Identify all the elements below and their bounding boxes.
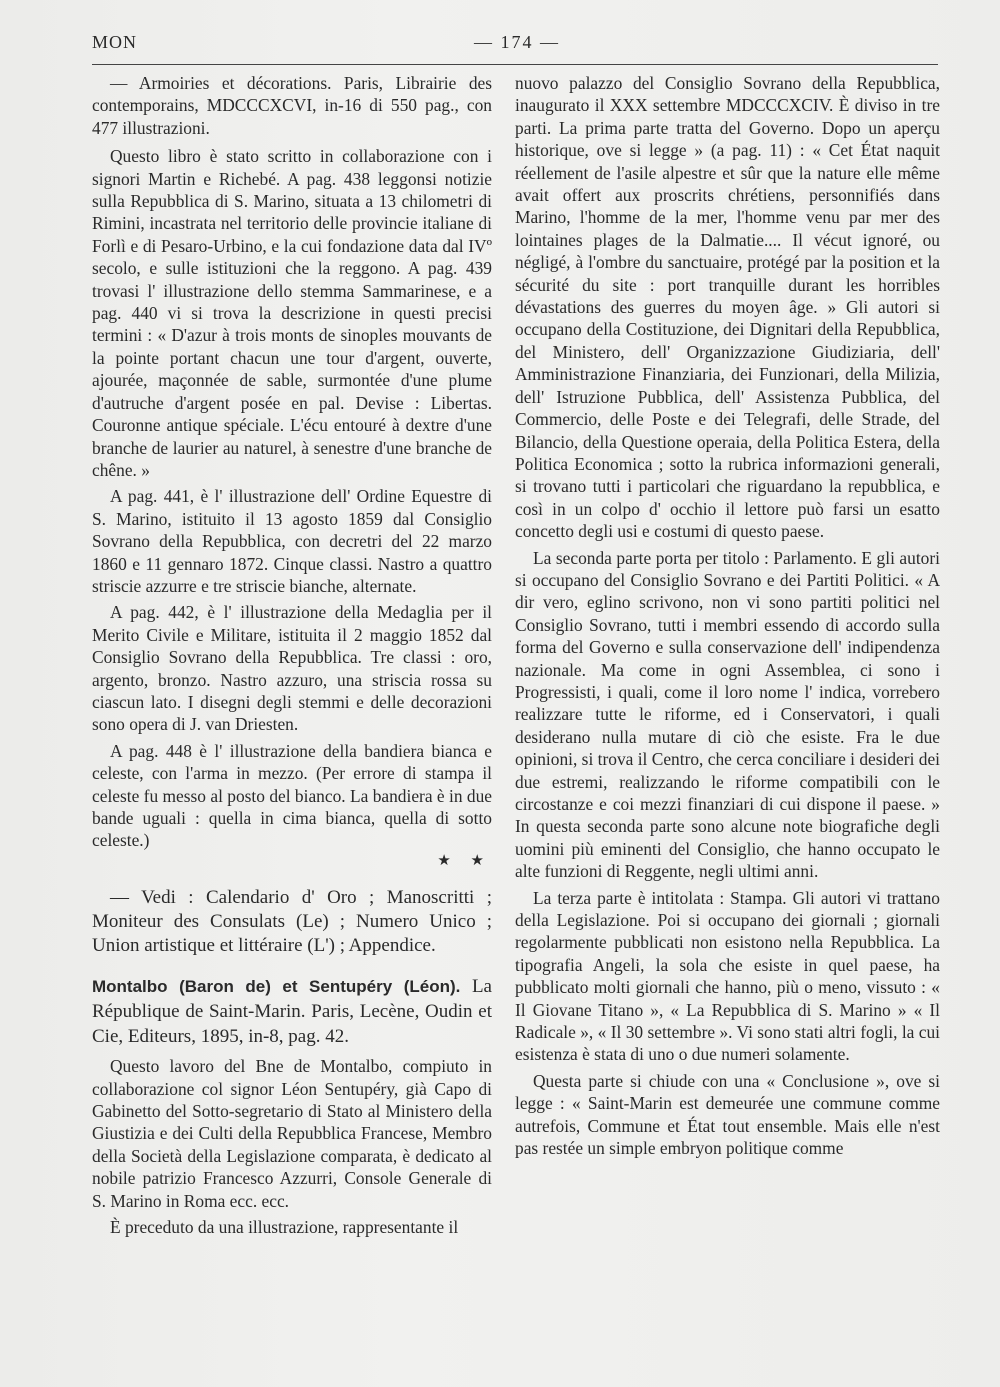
- paragraph: A pag. 442, è l' illustrazione della Medaglia per il Merito Civile e Militare, istituita il 2 maggio 1852 dal Consiglio Sovrano della Repubblica. Tre classi : oro, argento, bronzo. Nastro azzuro, una striscia rossa su ciascun lato. I disegni degli stemmi e delle decorazioni sono opera di J. van Driesten.: [92, 602, 492, 735]
- page-number: — 174 —: [474, 32, 560, 52]
- entry-armoiries: — Armoiries et décorations. Paris, Librairie des contemporains, MDCCCXCVI, in-16 di 550 pag., con 477 illustrazioni.: [92, 73, 492, 138]
- paragraph: La terza parte è intitolata : Stampa. Gli autori vi trattano della Legislazione. Poi si occupano dei giornali ; giornali regolarmente pubblicati non esistono nella Repubblica. La tipografia Angeli, la sola che esiste in quel paese, ha pubblicato molti giornali che hanno, più o meno, vissuto : « Il Giovane Titano », « La Repubblica di S. Marino » « Il Radicale », « Il 30 settembre ». Vi sono stati altri fogli, la cui esistenza è stata di uno o due numeri solamente.: [515, 887, 940, 1065]
- paragraph: A pag. 448 è l' illustrazione della bandiera bianca e celeste, con l'arma in mezzo. (Per errore di stampa il celeste fu messo al posto del bianco. La bandiera è in due bande uguali : quella in cima bianca, quella di sotto celeste.): [92, 740, 492, 851]
- paragraph: Questo lavoro del Bne de Montalbo, compiuto in collaborazione col signor Léon Sentupéry, già Capo di Gabinetto del Sotto-segretario di Stato al Ministero della Giustizia e dei Culti della Repubblica Francese, Membro della Società della Legislazione comparata, è dedicato al nobile patrizio Francesco Azzurri, Console Generale di S. Marino in Roma ecc. ecc.: [92, 1056, 492, 1211]
- bibliographic-entry: [92, 974, 492, 1049]
- paragraph: A pag. 441, è l' illustrazione dell' Ordine Equestre di S. Marino, istituito il 13 agosto 1859 dal Consiglio Sovrano della Repubblica, con decretri del 22 marzo 1860 e 11 gennaro 1872. Cinque classi. Nastro a quattro striscie azzurre e tre striscie bianche, alternate.: [92, 486, 492, 596]
- paragraph: nuovo palazzo del Consiglio Sovrano della Repubblica, inaugurato il XXX settembre MDCCCXCIV. È diviso in tre parti. La prima parte tratta del Governo. Dopo un aperçu historique, ove si legge » (a pag. 11) : « Cet État naquit réellement de l'asile alpestre et sûr que la nature elle même avait offert aux proscrits chrétiens, personnifiés dans Marino, l'homme de la mer, l'homme venu par mer des lointaines plages de la Dalmatie.... Il vécut ignoré, ou négligé, à l'ombre du sanctuaire, protégé par la position et la sécurité du site : port tranquille durant les horribles dévastations des guerres du moyen âge. » Gli autori si occupano della Costituzione, dei Dignitari della Repubblica, del Ministero, dell' Organizzazione Giudiziaria, dell' Amministrazione Finanziaria, dei Funzionari, della Milizia, dell' Istruzione Pubblica, dell' Assistenza Pubblica, del Commercio, delle Poste e dei Telegrafi, delle Strade, del Bilancio, della Questione operaia, della Politica Estera, della Politica Economica ; sotto la rubrica informazioni generali, si trovano tutti i particolari che riguardano la repubblica, e così in un colpo d' occhio il lettore può farsi un esatto concetto degli usi e costumi di questo paese.: [515, 73, 940, 542]
- running-head: MON: [92, 32, 138, 52]
- paragraph: È preceduto da una illustrazione, rappresentante il: [110, 1217, 459, 1238]
- right-column: [515, 72, 940, 1164]
- left-column: [92, 72, 492, 1242]
- paragraph: Questo libro è stato scritto in collaborazione con i signori Martin e Richebé. A pag. 438 leggonsi notizie sulla Repubblica di S. Marino, situata a 13 chilometri di Rimini, incastrata nel territorio delle provincie italiane di Forlì e di Pesaro-Urbino, e la cui fondazione data dal IVº secolo, e sulle istituzioni che la reggono. A pag. 439 trovasi l' illustrazione dello stemma Sammarinese, e a pag. 440 vi si trova la descrizione in questi precisi termini : « D'azur à trois monts de sinoples mouvants de la pointe portant chacun une tour d'argent, ouverte, ajourée, maçonnée de sable, surmontée d'une plume d'autruche d'argent posée en pal. Devise : Libertas. Couronne antique spéciale. L'écu entouré à dextre d'une branche de laurier au naturel, à senestre d'une branche de chêne. »: [92, 146, 492, 480]
- header-rule: [92, 64, 938, 65]
- cross-reference: — Vedi : Calendario d' Oro ; Manoscritti ; Moniteur des Consulats (Le) ; Numero Unico ; Union artistique et littéraire (L') ; Appendice.: [92, 887, 492, 957]
- paragraph: Questa parte si chiude con una « Conclusione », ove si legge : « Saint-Marin est demeurée une commune comme autrefois, Commune et État tout ensemble. Mais elle n'est pas restée un simple embryon politique comme: [515, 1070, 940, 1159]
- entry-author: Montalbo (Baron de) et Sentupéry (Léon).: [92, 977, 461, 997]
- entry-title: La République de Saint-Marin. Paris, Lecène, Oudin et Cie, Editeurs, 1895, in-8, pag. 42.: [92, 976, 492, 1048]
- asterism: ★ ★: [437, 852, 492, 869]
- paragraph: La seconda parte porta per titolo : Parlamento. E gli autori si occupano del Consiglio Sovrano e dei Partiti Politici. « A dir vero, eglino scrivono, non vi sono partiti politici nel Consiglio Sovrano, tutti i membri essendo di accordo sulla forma del Governo e sulla conservazione dell' indipendenza nazionale. Ma come in ogni Assemblea, ci sono i Progressisti, i quali, come il loro nome l' indica, vorrebero realizzare tutte le riforme, ed i Conservatori, i quali desiderano nulla mutare di ciò che esiste. Fra le due opinioni, si trova il Centro, che cerca conciliare i desideri dei due estremi, realizzando le riforme compatibili con le circostanze e coi mezzi finanziari di cui dispone il paese. » In questa seconda parte sono alcune note biografiche degli uomini più eminenti del Consiglio, che hanno occupato le alte funzioni di Reggente, negli ultimi anni.: [515, 547, 940, 882]
- page-header: [92, 30, 930, 60]
